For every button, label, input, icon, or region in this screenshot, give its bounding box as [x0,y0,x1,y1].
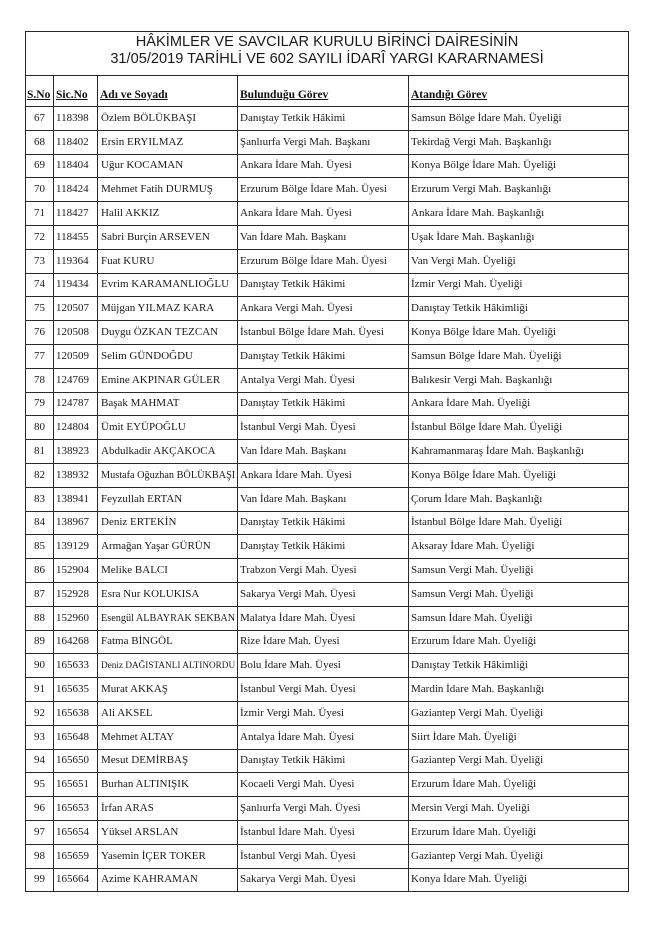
column-header-assigned-post [409,76,629,107]
cell-assigned-post: Gaziantep Vergi Mah. Üyeliği [409,844,629,868]
person-name: Feyzullah ERTAN [101,492,183,505]
cell-name [98,392,238,416]
cell-sicno: 120509 [54,344,98,368]
cell-current-post: Sakarya Vergi Mah. Üyesi [238,868,409,892]
cell-sno: 75 [26,297,54,321]
person-name: Murat AKKAŞ [101,683,168,696]
cell-assigned-post: Danıştay Tetkik Hâkimliği [409,654,629,678]
cell-assigned-post: Gaziantep Vergi Mah. Üyeliği [409,701,629,725]
cell-sicno: 138932 [54,463,98,487]
cell-current-post: Ankara İdare Mah. Üyesi [238,463,409,487]
cell-sicno: 138967 [54,511,98,535]
cell-sicno: 165633 [54,654,98,678]
cell-name [98,797,238,821]
cell-sicno: 165635 [54,678,98,702]
cell-sicno: 118427 [54,202,98,226]
cell-name [98,225,238,249]
cell-assigned-post: Gaziantep Vergi Mah. Üyeliği [409,749,629,773]
cell-sicno: 138923 [54,440,98,464]
person-name: Mesut DEMİRBAŞ [101,754,189,767]
cell-current-post: Danıştay Tetkik Hâkimi [238,107,409,131]
cell-sicno: 165638 [54,701,98,725]
cell-sno: 86 [26,559,54,583]
table-row [26,249,629,273]
cell-sno: 80 [26,416,54,440]
cell-current-post: Rize İdare Mah. Üyesi [238,630,409,654]
cell-name [98,273,238,297]
person-name: Melike BALCI [101,564,168,577]
cell-sno: 97 [26,820,54,844]
person-name: Ümit EYÜPOĞLU [101,421,186,434]
cell-current-post: Şanlıurfa Vergi Mah. Üyesi [238,797,409,821]
column-header-current-post-label: Bulunduğu Görev [240,89,329,101]
cell-current-post: Ankara İdare Mah. Üyesi [238,154,409,178]
cell-sicno: 164268 [54,630,98,654]
cell-assigned-post: Ankara İdare Mah. Başkanlığı [409,202,629,226]
column-header-current-post [238,76,409,107]
person-name: Selim GÜNDOĞDU [101,349,193,362]
cell-name [98,344,238,368]
person-name: Emine AKPINAR GÜLER [101,373,221,386]
table-row [26,820,629,844]
table-row [26,225,629,249]
cell-sicno: 152904 [54,559,98,583]
cell-current-post: Danıştay Tetkik Hâkimi [238,344,409,368]
cell-assigned-post: Balıkesir Vergi Mah. Başkanlığı [409,368,629,392]
cell-name [98,321,238,345]
person-name: Mehmet Fatih DURMUŞ [101,183,213,196]
person-name: İrfan ARAS [101,802,154,814]
cell-name [98,820,238,844]
cell-name [98,130,238,154]
person-name: Armağan Yaşar GÜRÜN [101,540,211,553]
person-name: Abdulkadir AKÇAKOCA [101,445,216,458]
cell-sno: 79 [26,392,54,416]
cell-name [98,678,238,702]
cell-assigned-post: Konya İdare Mah. Üyeliği [409,868,629,892]
document-title-row [26,32,629,76]
cell-sno: 77 [26,344,54,368]
column-header-sicno [54,76,98,107]
cell-sicno: 165654 [54,820,98,844]
cell-sno: 74 [26,273,54,297]
table-row [26,392,629,416]
cell-sicno: 152960 [54,606,98,630]
cell-assigned-post: Siirt İdare Mah. Üyeliği [409,725,629,749]
cell-sicno: 118424 [54,178,98,202]
table-row [26,868,629,892]
person-name: Mustafa Oğuzhan BÖLÜKBAŞI [101,469,236,481]
cell-assigned-post: Erzurum İdare Mah. Üyeliği [409,820,629,844]
cell-assigned-post: Konya Bölge İdare Mah. Üyeliği [409,321,629,345]
cell-name [98,701,238,725]
person-name: Uğur KOCAMAN [101,159,184,172]
cell-sicno: 118402 [54,130,98,154]
cell-name [98,749,238,773]
cell-current-post: Erzurum Bölge İdare Mah. Üyesi [238,178,409,202]
cell-name [98,249,238,273]
table-row [26,130,629,154]
cell-sno: 69 [26,154,54,178]
cell-sno: 90 [26,654,54,678]
cell-sicno: 165664 [54,868,98,892]
table-row [26,487,629,511]
cell-current-post: İstanbul Bölge İdare Mah. Üyesi [238,321,409,345]
person-name: Deniz DAĞISTANLI ALTINORDU [101,660,236,671]
column-header-assigned-post-label: Atandığı Görev [411,89,488,101]
person-name: Fatma BİNGÖL [101,635,173,648]
table-row [26,797,629,821]
table-row [26,297,629,321]
cell-current-post: İstanbul Vergi Mah. Üyesi [238,416,409,440]
person-name: Deniz ERTEKİN [101,516,177,529]
document-title-line-2: 31/05/2019 TARİHLİ VE 602 SAYILI İDARÎ YARGI KARARNAMESİ [110,51,544,67]
cell-assigned-post: Ankara İdare Mah. Üyeliği [409,392,629,416]
cell-current-post: Şanlıurfa Vergi Mah. Başkanı [238,130,409,154]
table-row [26,273,629,297]
cell-sicno: 124769 [54,368,98,392]
cell-name [98,773,238,797]
cell-current-post: Danıştay Tetkik Hâkimi [238,511,409,535]
cell-sicno: 119364 [54,249,98,273]
cell-sno: 93 [26,725,54,749]
person-name: Mehmet ALTAY [101,730,175,743]
cell-current-post: Van İdare Mah. Başkanı [238,440,409,464]
person-name: Yüksel ARSLAN [101,825,179,838]
cell-name [98,154,238,178]
cell-name [98,202,238,226]
cell-name [98,630,238,654]
cell-assigned-post: İstanbul Bölge İdare Mah. Üyeliği [409,416,629,440]
cell-sicno: 152928 [54,582,98,606]
cell-name [98,868,238,892]
cell-sno: 78 [26,368,54,392]
table-row [26,678,629,702]
cell-name [98,725,238,749]
cell-assigned-post: Mersin Vergi Mah. Üyeliği [409,797,629,821]
document-title-line-1: HÂKİMLER VE SAVCILAR KURULU BİRİNCİ DAİRESİNİN [135,34,519,50]
cell-sno: 98 [26,844,54,868]
cell-current-post: İstanbul İdare Mah. Üyesi [238,820,409,844]
table-row [26,773,629,797]
cell-assigned-post: Aksaray İdare Mah. Üyeliği [409,535,629,559]
table-row [26,416,629,440]
table-row [26,701,629,725]
document-title [26,32,629,76]
table-row [26,368,629,392]
table-row [26,630,629,654]
column-header-sicno-label: Sic.No [56,89,88,101]
cell-current-post: Van İdare Mah. Başkanı [238,487,409,511]
cell-assigned-post: Çorum İdare Mah. Başkanlığı [409,487,629,511]
cell-sno: 96 [26,797,54,821]
cell-assigned-post: Van Vergi Mah. Üyeliği [409,249,629,273]
cell-name [98,178,238,202]
cell-sno: 99 [26,868,54,892]
cell-current-post: Erzurum Bölge İdare Mah. Üyesi [238,249,409,273]
cell-assigned-post: Erzurum İdare Mah. Üyeliği [409,630,629,654]
column-header-sno-label: S.No [27,89,51,101]
table-row [26,107,629,131]
cell-current-post: İstanbul Vergi Mah. Üyesi [238,844,409,868]
cell-name [98,297,238,321]
cell-assigned-post: Erzurum Vergi Mah. Başkanlığı [409,178,629,202]
cell-assigned-post: Erzurum İdare Mah. Üyeliği [409,773,629,797]
cell-sno: 83 [26,487,54,511]
cell-sno: 88 [26,606,54,630]
cell-name [98,487,238,511]
cell-assigned-post: Uşak İdare Mah. Başkanlığı [409,225,629,249]
cell-sno: 87 [26,582,54,606]
cell-sno: 72 [26,225,54,249]
cell-current-post: Malatya İdare Mah. Üyesi [238,606,409,630]
person-name: Ersin ERYILMAZ [101,135,184,148]
cell-assigned-post: Samsun Vergi Mah. Üyeliği [409,582,629,606]
cell-assigned-post: Samsun Bölge İdare Mah. Üyeliği [409,344,629,368]
cell-assigned-post: Danıştay Tetkik Hâkimliği [409,297,629,321]
cell-current-post: İstanbul Vergi Mah. Üyesi [238,678,409,702]
cell-sicno: 165653 [54,797,98,821]
cell-current-post: Kocaeli Vergi Mah. Üyesi [238,773,409,797]
cell-current-post: Danıştay Tetkik Hâkimi [238,273,409,297]
cell-sno: 82 [26,463,54,487]
person-name: Özlem BÖLÜKBAŞI [101,111,197,124]
person-name: Esra Nur KOLUKISA [101,587,200,600]
cell-sno: 84 [26,511,54,535]
person-name: Ali AKSEL [101,706,153,719]
cell-current-post: İzmir Vergi Mah. Üyesi [238,701,409,725]
cell-name [98,463,238,487]
cell-current-post: Sakarya Vergi Mah. Üyesi [238,582,409,606]
table-row [26,344,629,368]
cell-name [98,559,238,583]
cell-sicno: 165651 [54,773,98,797]
person-name: Evrim KARAMANLIOĞLU [101,278,230,291]
cell-name [98,582,238,606]
table-body [26,107,629,892]
person-name: Müjgan YILMAZ KARA [101,302,215,315]
cell-current-post: Danıştay Tetkik Hâkimi [238,749,409,773]
cell-sicno: 165659 [54,844,98,868]
table-row [26,202,629,226]
cell-sno: 68 [26,130,54,154]
cell-current-post: Ankara İdare Mah. Üyesi [238,202,409,226]
column-header-name-label: Adı ve Soyadı [100,89,168,101]
column-header-sno [26,76,54,107]
table-row [26,511,629,535]
cell-assigned-post: Mardin İdare Mah. Başkanlığı [409,678,629,702]
table-row [26,463,629,487]
cell-name [98,844,238,868]
cell-current-post: Trabzon Vergi Mah. Üyesi [238,559,409,583]
cell-assigned-post: Samsun İdare Mah. Üyeliği [409,606,629,630]
table-row [26,749,629,773]
cell-name [98,416,238,440]
cell-assigned-post: Kahramanmaraş İdare Mah. Başkanlığı [409,440,629,464]
cell-assigned-post: Konya Bölge İdare Mah. Üyeliği [409,154,629,178]
cell-sicno: 139129 [54,535,98,559]
cell-current-post: Antalya İdare Mah. Üyesi [238,725,409,749]
table-row [26,654,629,678]
cell-name [98,440,238,464]
cell-assigned-post: Samsun Vergi Mah. Üyeliği [409,559,629,583]
person-name: Sabri Burçin ARSEVEN [101,230,210,243]
cell-sno: 85 [26,535,54,559]
cell-sno: 94 [26,749,54,773]
cell-sno: 92 [26,701,54,725]
cell-name [98,654,238,678]
cell-sno: 71 [26,202,54,226]
table-row [26,606,629,630]
cell-sno: 81 [26,440,54,464]
cell-sno: 73 [26,249,54,273]
table-row [26,725,629,749]
person-name: Burhan ALTINIŞIK [101,778,189,791]
cell-sicno: 118455 [54,225,98,249]
cell-sicno: 165648 [54,725,98,749]
cell-current-post: Danıştay Tetkik Hâkimi [238,535,409,559]
table-row [26,178,629,202]
table-row [26,559,629,583]
cell-name [98,107,238,131]
table-row [26,582,629,606]
person-name: Yasemin İÇER TOKER [101,849,206,862]
column-header-name [98,76,238,107]
cell-sicno: 118404 [54,154,98,178]
cell-name [98,535,238,559]
table-row [26,535,629,559]
cell-sno: 89 [26,630,54,654]
table-row [26,321,629,345]
cell-assigned-post: İzmir Vergi Mah. Üyeliği [409,273,629,297]
cell-sicno: 124804 [54,416,98,440]
person-name: Halil AKKIZ [101,207,160,220]
cell-name [98,368,238,392]
person-name: Fuat KURU [101,254,155,267]
cell-assigned-post: Konya Bölge İdare Mah. Üyeliği [409,463,629,487]
person-name: Esengül ALBAYRAK SEKBAN [101,612,236,624]
table-row [26,154,629,178]
cell-sicno: 124787 [54,392,98,416]
person-name: Başak MAHMAT [101,397,180,410]
cell-assigned-post: Samsun Bölge İdare Mah. Üyeliği [409,107,629,131]
cell-sno: 95 [26,773,54,797]
table-row [26,844,629,868]
cell-current-post: Van İdare Mah. Başkanı [238,225,409,249]
table-row [26,440,629,464]
table-header-row [26,76,629,107]
cell-name [98,606,238,630]
cell-sicno: 120507 [54,297,98,321]
appointment-decree-table [25,31,629,892]
cell-sicno: 138941 [54,487,98,511]
cell-assigned-post: İstanbul Bölge İdare Mah. Üyeliği [409,511,629,535]
cell-name [98,511,238,535]
person-name: Azime KAHRAMAN [101,873,198,886]
cell-current-post: Antalya Vergi Mah. Üyesi [238,368,409,392]
cell-current-post: Bolu İdare Mah. Üyesi [238,654,409,678]
cell-sicno: 165650 [54,749,98,773]
cell-sicno: 119434 [54,273,98,297]
cell-sno: 67 [26,107,54,131]
cell-assigned-post: Tekirdağ Vergi Mah. Başkanlığı [409,130,629,154]
cell-sno: 70 [26,178,54,202]
person-name: Duygu ÖZKAN TEZCAN [101,326,219,339]
cell-sicno: 118398 [54,107,98,131]
cell-sno: 76 [26,321,54,345]
cell-current-post: Danıştay Tetkik Hâkimi [238,392,409,416]
cell-sicno: 120508 [54,321,98,345]
cell-sno: 91 [26,678,54,702]
cell-current-post: Ankara Vergi Mah. Üyesi [238,297,409,321]
